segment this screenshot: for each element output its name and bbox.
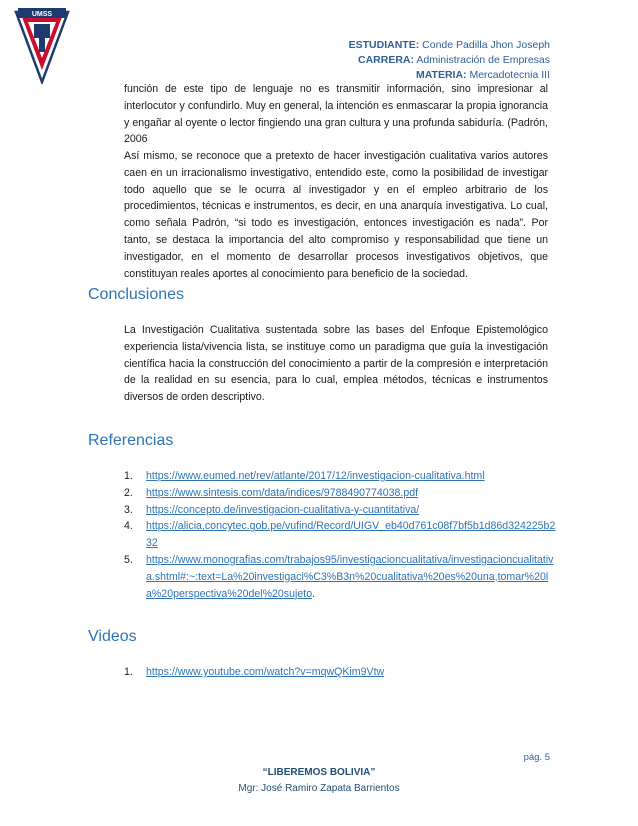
career-name: Administración de Empresas [416,54,550,66]
page-number: pág. 5 [523,752,550,763]
reference-link[interactable]: https://concepto.de/investigacion-cualitativa-y-cuantitativa/ [146,503,420,516]
conclusions-paragraph: La Investigación Cualitativa sustentada sobre las bases del Enfoque Epistemológico experiencia lista/vivencia lista, se instituye como un paradigma que guía la investigación científica hacia la construcción del conocimiento a partir de la compresión e interpretación de la realidad en su esencia, para lo cual, emplea métodos, técnicas e instrumentos diversos de orden descriptivo. [124,324,548,404]
reference-link[interactable]: https://www.sintesis.com/data/indices/9788490774038.pdf [146,486,419,499]
videos-heading: Videos [88,628,137,645]
student-name: Conde Padilla Jhon Joseph [422,39,550,51]
reference-link[interactable]: https://www.monografias.com/trabajos95/investigacioncualitativa/investigacioncualitativa.shtml#:~:text=La%20investigaci%C3%B3n%20cualitativa%20es%20una,tomar%20la%20perspectiva%20del%20sujeto [146,553,554,600]
body-paragraph-1: función de este tipo de lenguaje no es transmitir información, sino impresionar al interlocutor y confundirlo. Muy en general, la intención es enmascarar la propia ignorancia y engañar al oyente o lector fingiendo una gran cultura y una profunda sabiduría. (Padrón, 2006 [124,83,548,146]
subject-line: MATERIA: Mercadotecnia III [415,69,550,81]
video-link[interactable]: https://www.youtube.com/watch?v=mqwQKim9Vtw [146,666,385,678]
reference-link[interactable]: https://www.eumed.net/rev/atlante/2017/12/investigacion-cualitativa.html [146,470,485,482]
video-item: 1. https://www.youtube.com/watch?v=mqwQKim9Vtw [124,666,385,678]
body-paragraph-2: Así mismo, se reconoce que a pretexto de hacer investigación cualitativa varios autores caen en un irracionalismo investigativo, entendido este, como la posibilidad de investigar todo aquello que se le ocurra al investigador y en el empleo arbitrario de los procedimientos, técnicas e instrumentos, es decir, en una anarquía investigativa. Lo cual, como señala Padrón, “si todo es investigación, entonces investigación es nada”. Por tanto, se destaca la importancia del alto compromiso y responsabilidad que tiene un investigador, en el momento de desarrollar procesos investigativos objetivos, que constituyan reales aportes al conocimiento para beneficio de la sociedad. [124,150,548,280]
footer-motto: “LIBEREMOS BOLIVIA” [262,767,376,778]
reference-item: 2. https://www.sintesis.com/data/indices/9788490774038.pdf [124,486,419,499]
reference-item: 4. https://alicia.concytec.gob.pe/vufind/Record/UIGV_eb40d761c08f7bf5b1d86d324225b232 [124,520,556,550]
references-heading: Referencias [88,432,174,449]
conclusions-heading: Conclusiones [88,286,185,303]
university-logo [14,8,70,84]
reference-item: 5. https://www.monografias.com/trabajos95/investigacioncualitativa/investigacioncualitativa.shtml#:~:text=La%20investigaci%C3%B3n%20cualitativa%20es%20una,tomar%20la%20perspectiva%20del%20sujeto. [124,553,554,600]
header-info [349,38,550,83]
logo-text: UMSS [31,11,53,18]
subject-name: Mercadotecnia III [469,69,550,81]
footer-author: Mgr: José Ramiro Zapata Barrientos [238,783,400,794]
references-list [124,468,556,602]
reference-item: 3. https://concepto.de/investigacion-cualitativa-y-cuantitativa/ [124,503,420,516]
reference-link[interactable]: https://alicia.concytec.gob.pe/vufind/Record/UIGV_eb40d761c08f7bf5b1d86d324225b232 [146,520,556,550]
videos-list [124,664,556,681]
career-line: CARRERA: Administración de Empresas [358,54,550,66]
student-line: ESTUDIANTE: Conde Padilla Jhon Joseph [348,39,550,51]
reference-item: 1. https://www.eumed.net/rev/atlante/2017/12/investigacion-cualitativa.html [124,470,485,482]
